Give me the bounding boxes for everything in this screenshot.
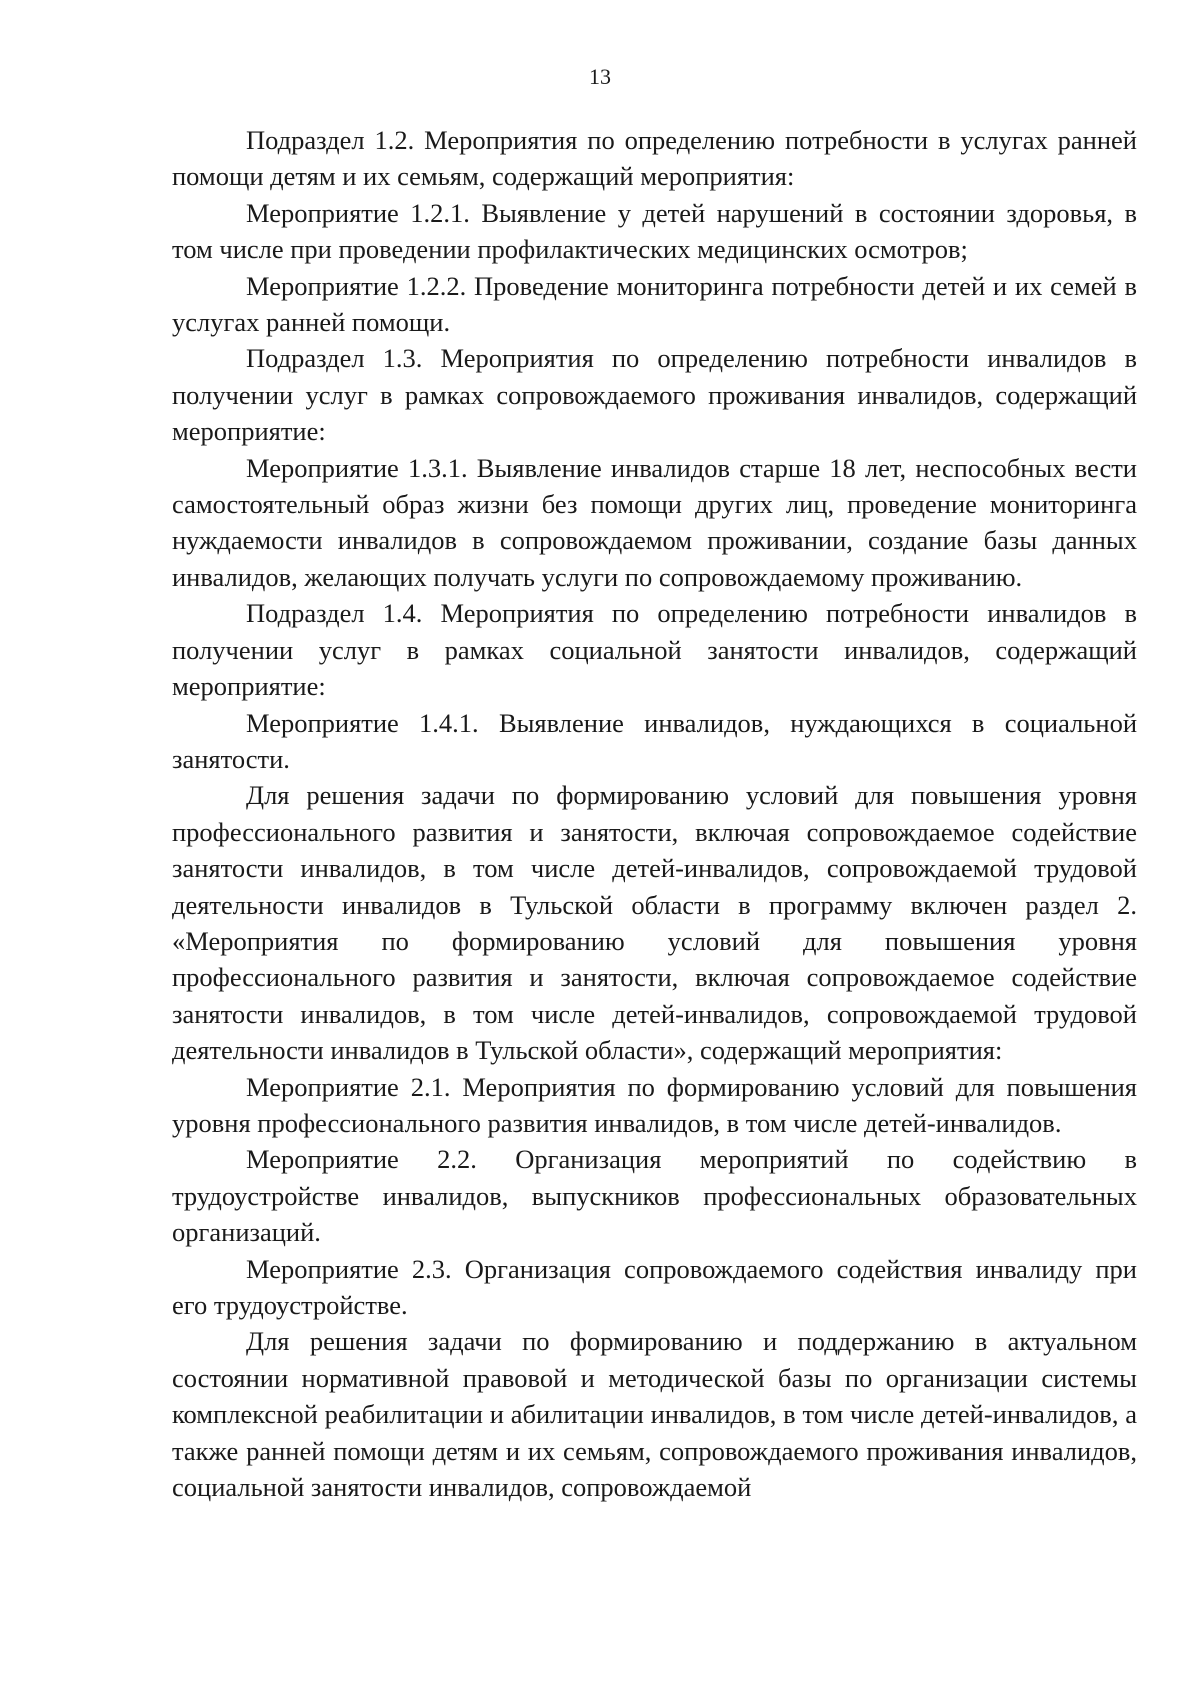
paragraph-subsection-1-3: Подраздел 1.3. Мероприятия по определению потребности инвалидов в получении услуг в рамках сопровождаемого проживания инвалидов, содержащий мероприятие: xyxy=(172,343,1137,447)
paragraph-measure-2-2: Мероприятие 2.2. Организация мероприятий по содействию в трудоустройстве инвалидов, выпускников профессиональных образовательных организаций. xyxy=(172,1144,1137,1248)
paragraph-subsection-1-2: Подраздел 1.2. Мероприятия по определению потребности в услугах ранней помощи детям и их семьям, содержащий мероприятия: xyxy=(172,125,1137,192)
paragraph-section-2-intro: Для решения задачи по формированию условий для повышения уровня профессионального развития и занятости, включая сопровождаемое содействие занятости инвалидов, в том числе детей-инвалидов, сопровождаемой трудовой деятельности инвалидов в Тульской области в программу включен раздел 2. «Мероприятия по формированию условий для повышения уровня профессионального развития и занятости, включая сопровождаемое содействие занятости инвалидов, в том числе детей-инвалидов, сопровождаемой трудовой деятельности инвалидов в Тульской области», содержащий мероприятия: xyxy=(172,780,1137,1066)
paragraph-measure-1-4-1: Мероприятие 1.4.1. Выявление инвалидов, нуждающихся в социальной занятости. xyxy=(172,707,1137,774)
paragraph-measure-2-1: Мероприятие 2.1. Мероприятия по формированию условий для повышения уровня профессионального развития инвалидов, в том числе детей-инвалидов. xyxy=(172,1071,1137,1138)
document-body xyxy=(172,122,1137,1505)
paragraph-measure-1-2-1: Мероприятие 1.2.1. Выявление у детей нарушений в состоянии здоровья, в том числе при проведении профилактических медицинских осмотров; xyxy=(172,197,1137,265)
paragraph-methodology-task: Для решения задачи по формированию и поддержанию в актуальном состоянии нормативной правовой и методической базы по организации системы комплексной реабилитации и абилитации инвалидов, в том числе детей-инвалидов, а также ранней помощи детям и их семьям, сопровождаемого проживания инвалидов, социальной занятости инвалидов, сопровождаемой xyxy=(172,1326,1137,1503)
paragraph-subsection-1-4: Подраздел 1.4. Мероприятия по определению потребности инвалидов в получении услуг в рамках социальной занятости инвалидов, содержащий мероприятие: xyxy=(172,598,1137,702)
page-number: 13 xyxy=(589,64,611,89)
paragraph-measure-1-3-1: Мероприятие 1.3.1. Выявление инвалидов старше 18 лет, неспособных вести самостоятельный образ жизни без помощи других лиц, проведение мониторинга нуждаемости инвалидов в сопровождаемом проживании, создание базы данных инвалидов, желающих получать услуги по сопровождаемому проживанию. xyxy=(172,452,1137,592)
paragraph-measure-2-3: Мероприятие 2.3. Организация сопровождаемого содействия инвалиду при его трудоустройстве. xyxy=(172,1253,1137,1320)
paragraph-measure-1-2-2: Мероприятие 1.2.2. Проведение мониторинга потребности детей и их семей в услугах ранней помощи. xyxy=(172,270,1137,338)
